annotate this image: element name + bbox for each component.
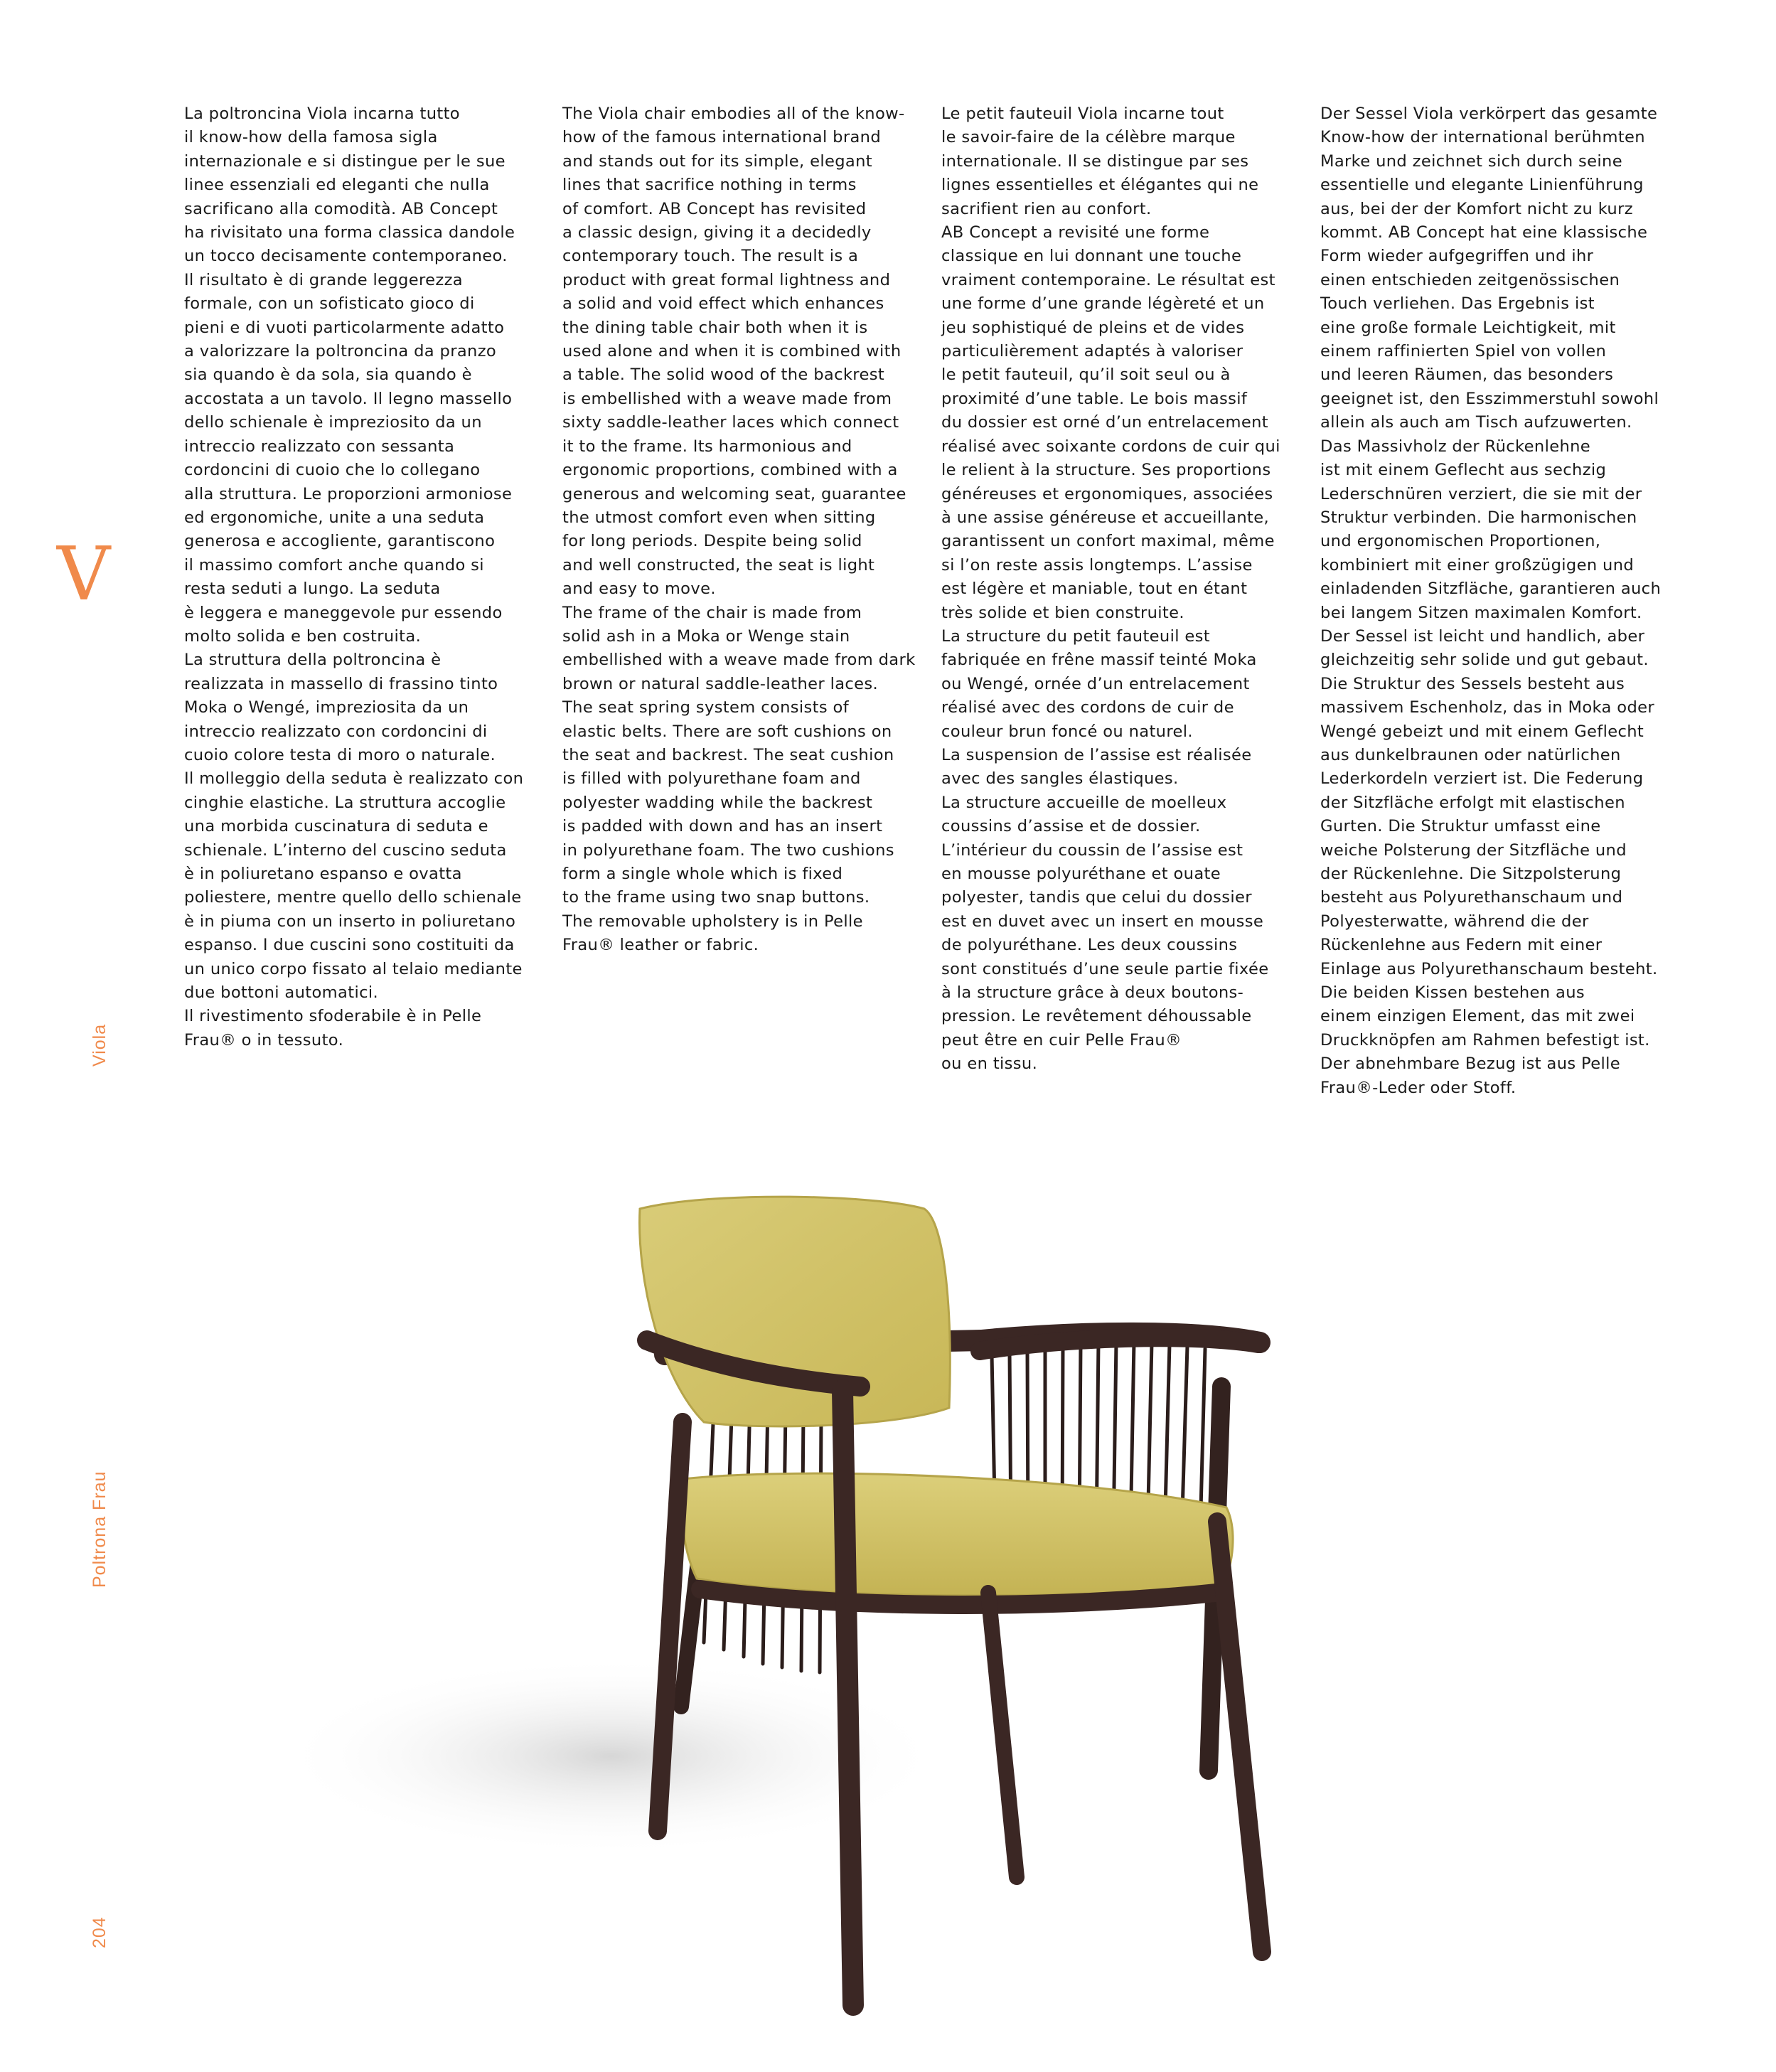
- text-line: le relient à la structure. Ses proportions: [941, 461, 1271, 480]
- drop-initial: V: [57, 530, 111, 617]
- text-line: cordoncini di cuoio che lo collegano: [184, 461, 481, 480]
- text-line: und ergonomischen Proportionen,: [1320, 532, 1601, 551]
- text-line: ou en tissu.: [941, 1054, 1038, 1074]
- text-line: un tocco decisamente contemporaneo.: [184, 247, 508, 266]
- front-left-post: [842, 1390, 853, 2005]
- text-line: La poltroncina Viola incarna tutto: [184, 105, 460, 123]
- text-line: der Sitzfläche erfolgt mit elastischen: [1320, 793, 1625, 812]
- text-line: à la structure grâce à deux boutons-: [941, 983, 1244, 1003]
- text-line: kommt. AB Concept hat eine klassische: [1320, 223, 1648, 242]
- text-line: Gurten. Die Struktur umfasst eine: [1320, 817, 1601, 836]
- text-line: is filled with polyurethane foam and: [562, 769, 861, 789]
- text-line: una morbida cuscinatura di seduta e: [184, 817, 488, 836]
- text-line: polyester, tandis que celui du dossier: [941, 888, 1252, 907]
- text-line: généreuses et ergonomiques, associées: [941, 484, 1273, 503]
- text-line: sixty saddle-leather laces which connect: [562, 413, 899, 432]
- text-line: cinghie elastiche. La struttura accoglie: [184, 793, 506, 812]
- text-line: gleichzeitig sehr solide und gut gebaut.: [1320, 651, 1649, 670]
- text-line: der Rückenlehne. Die Sitzpolsterung: [1320, 865, 1622, 883]
- text-line: Le petit fauteuil Viola incarne tout: [941, 105, 1224, 123]
- chair-photo: [284, 1173, 1351, 2069]
- text-line: bei langem Sitzen maximalen Komfort.: [1320, 603, 1642, 622]
- text-line: jeu sophistiqué de pleins et de vides: [941, 318, 1245, 337]
- text-line: ed ergonomiche, unite a una seduta: [184, 508, 485, 527]
- text-line: Polyesterwatte, während die der: [1320, 912, 1589, 931]
- text-line: classique en lui donnant une touche: [941, 247, 1242, 266]
- text-line: L’intérieur du coussin de l’assise est: [941, 840, 1243, 860]
- text-line: the utmost comfort even when sitting: [562, 508, 876, 527]
- side-stretcher: [988, 1593, 1017, 1877]
- text-line: ergonomic proportions, combined with a: [562, 461, 898, 480]
- text-line: einem einzigen Element, das mit zwei: [1320, 1007, 1635, 1026]
- text-line: Il risultato è di grande leggerezza: [184, 270, 463, 289]
- text-line: Il molleggio della seduta è realizzato con: [184, 769, 524, 789]
- text-line: de polyuréthane. Les deux coussins: [941, 936, 1238, 955]
- text-line: è in piuma con un inserto in poliuretano: [184, 912, 516, 931]
- text-line: Struktur verbinden. Die harmonischen: [1320, 508, 1637, 527]
- text-line: lines that sacrifice nothing in terms: [562, 176, 857, 195]
- text-column-italian: [184, 102, 540, 1052]
- front-right-post: [1217, 1522, 1262, 1952]
- text-line: Das Massivholz der Rückenlehne: [1320, 437, 1591, 456]
- text-column-german: [1320, 102, 1676, 1100]
- text-line: einen entschieden zeitgenössischen: [1320, 270, 1620, 289]
- text-line: schienale. L’interno del cuscino seduta: [184, 840, 507, 860]
- text-line: the seat and backrest. The seat cushion: [562, 745, 894, 764]
- text-line: weiche Polsterung der Sitzfläche und: [1320, 840, 1627, 860]
- text-line: La structure accueille de moelleux: [941, 793, 1227, 812]
- text-line: aus, bei der der Komfort nicht zu kurz: [1320, 199, 1633, 218]
- text-line: due bottoni automatici.: [184, 983, 378, 1003]
- text-line: einladenden Sitzfläche, garantieren auch: [1320, 580, 1662, 599]
- text-line: and easy to move.: [562, 580, 716, 599]
- text-line: is padded with down and has an insert: [562, 817, 883, 836]
- text-line: un unico corpo fissato al telaio mediante: [184, 959, 523, 978]
- text-line: the dining table chair both when it is: [562, 318, 868, 337]
- text-line: du dossier est orné d’un entrelacement: [941, 413, 1268, 432]
- text-line: eine große formale Leichtigkeit, mit: [1320, 318, 1616, 337]
- text-line: espanso. I due cuscini sono costituiti da: [184, 936, 515, 955]
- text-line: si l’on reste assis longtemps. L’assise: [941, 555, 1253, 575]
- text-line: intreccio realizzato con cordoncini di: [184, 722, 488, 741]
- text-line: elastic belts. There are soft cushions on: [562, 722, 892, 741]
- text-line: polyester wadding while the backrest: [562, 793, 873, 812]
- text-line: product with great formal lightness and: [562, 270, 891, 289]
- text-line: Druckknöpfen am Rahmen befestigt ist.: [1320, 1030, 1650, 1050]
- text-line: avec des sangles élastiques.: [941, 769, 1179, 789]
- text-line: La suspension de l’assise est réalisée: [941, 745, 1252, 764]
- text-line: The removable upholstery is in Pelle: [562, 912, 863, 931]
- text-line: The frame of the chair is made from: [562, 603, 862, 622]
- text-line: fabriquée en frêne massif teinté Moka: [941, 651, 1257, 670]
- text-line: Moka o Wengé, impreziosita da un: [184, 698, 469, 717]
- text-line: contemporary touch. The result is a: [562, 247, 859, 266]
- text-line: The Viola chair embodies all of the know-: [562, 105, 905, 123]
- text-line: and stands out for its simple, elegant: [562, 151, 872, 171]
- text-line: poliestere, mentre quello dello schienale: [184, 888, 522, 907]
- text-line: geeignet ist, den Esszimmerstuhl sowohl: [1320, 389, 1659, 408]
- text-line: internazionale e si distingue per le sue: [184, 151, 505, 171]
- text-line: Rückenlehne aus Federn mit einer: [1320, 936, 1603, 955]
- text-line: une forme d’une grande légèreté et un: [941, 294, 1265, 314]
- text-column-english: [562, 102, 918, 958]
- text-line: The seat spring system consists of: [562, 698, 850, 717]
- text-line: coussins d’assise et de dossier.: [941, 817, 1201, 836]
- page-number: 204: [90, 1916, 109, 1948]
- text-line: brown or natural saddle-leather laces.: [562, 674, 879, 693]
- text-line: und leeren Räumen, das besonders: [1320, 365, 1614, 385]
- text-line: vraiment contemporaine. Le résultat est: [941, 270, 1275, 289]
- text-line: accostata a un tavolo. Il legno massello: [184, 389, 513, 408]
- text-line: Touch verliehen. Das Ergebnis ist: [1320, 294, 1595, 314]
- text-line: is embellished with a weave made from: [562, 389, 892, 408]
- text-line: pieni e di vuoti particolarmente adatto: [184, 318, 505, 337]
- text-line: en mousse polyuréthane et ouate: [941, 865, 1221, 883]
- text-line: ou Wengé, ornée d’un entrelacement: [941, 674, 1250, 693]
- text-line: Marke und zeichnet sich durch seine: [1320, 151, 1622, 171]
- text-line: è leggera e maneggevole pur essendo: [184, 603, 503, 622]
- text-line: le savoir-faire de la célèbre marque: [941, 128, 1236, 147]
- text-line: lignes essentielles et élégantes qui ne: [941, 176, 1259, 195]
- text-line: réalisé avec des cordons de cuir de: [941, 698, 1234, 717]
- text-line: Form wieder aufgegriffen und ihr: [1320, 247, 1594, 266]
- text-line: peut être en cuir Pelle Frau®: [941, 1030, 1182, 1050]
- text-line: dello schienale è impreziosito da un: [184, 413, 482, 432]
- text-line: to the frame using two snap buttons.: [562, 888, 870, 907]
- text-line: internationale. Il se distingue par ses: [941, 151, 1249, 171]
- text-line: a valorizzare la poltroncina da pranzo: [184, 342, 497, 361]
- text-line: Lederschnüren verziert, die sie mit der: [1320, 484, 1642, 503]
- text-line: kombiniert mit einer großzügigen und: [1320, 555, 1635, 575]
- text-line: ha rivisitato una forma classica dandole: [184, 223, 515, 242]
- text-line: Lederkordeln verziert ist. Die Federung: [1320, 769, 1644, 789]
- text-line: à une assise généreuse et accueillante,: [941, 508, 1270, 527]
- right-armrest: [980, 1337, 1258, 1351]
- text-line: for long periods. Despite being solid: [562, 532, 862, 551]
- text-line: molto solida e ben costruita.: [184, 626, 422, 646]
- text-line: Der Sessel Viola verkörpert das gesamte: [1320, 105, 1658, 123]
- text-line: La struttura della poltroncina è: [184, 651, 442, 670]
- text-line: il massimo comfort anche quando si: [184, 555, 484, 575]
- text-line: intreccio realizzato con sessanta: [184, 437, 455, 456]
- brand-label: Poltrona Frau: [90, 1470, 109, 1588]
- product-name-label: Viola: [90, 1023, 109, 1067]
- text-line: Wengé gebeizt und mit einem Geflecht: [1320, 722, 1644, 741]
- text-line: proximité d’une table. Le bois massif: [941, 389, 1248, 408]
- text-line: essentielle und elegante Linienführung: [1320, 176, 1644, 195]
- text-line: besteht aus Polyurethanschaum und: [1320, 888, 1623, 907]
- text-line: réalisé avec soixante cordons de cuir qui: [941, 437, 1280, 456]
- text-line: it to the frame. Its harmonious and: [562, 437, 852, 456]
- text-line: est en duvet avec un insert en mousse: [941, 912, 1264, 931]
- text-line: Know-how der international berühmten: [1320, 128, 1645, 147]
- text-line: Der Sessel ist leicht und handlich, aber: [1320, 626, 1645, 646]
- text-line: è in poliuretano espanso e ovatta: [184, 865, 462, 883]
- text-line: Einlage aus Polyurethanschaum besteht.: [1320, 959, 1658, 978]
- text-line: il know-how della famosa sigla: [184, 128, 438, 147]
- text-line: Frau® leather or fabric.: [562, 936, 759, 955]
- text-line: of comfort. AB Concept has revisited: [562, 199, 867, 218]
- text-line: generosa e accogliente, garantiscono: [184, 532, 496, 551]
- text-line: a table. The solid wood of the backrest: [562, 365, 885, 385]
- text-line: resta seduti a lungo. La seduta: [184, 580, 441, 599]
- text-line: allein als auch am Tisch aufzuwerten.: [1320, 413, 1632, 432]
- back-cushion: [640, 1197, 951, 1426]
- text-line: how of the famous international brand: [562, 128, 882, 147]
- text-line: formale, con un sofisticato gioco di: [184, 294, 475, 314]
- text-line: particulièrement adaptés à valoriser: [941, 342, 1243, 361]
- text-line: sacrificano alla comodità. AB Concept: [184, 199, 498, 218]
- text-line: aus dunkelbraunen oder natürlichen: [1320, 745, 1621, 764]
- text-line: form a single whole which is fixed: [562, 865, 843, 883]
- text-line: La structure du petit fauteuil est: [941, 626, 1210, 646]
- text-line: couleur brun foncé ou naturel.: [941, 722, 1193, 741]
- text-line: einem raffinierten Spiel von vollen: [1320, 342, 1607, 361]
- text-line: Der abnehmbare Bezug ist aus Pelle: [1320, 1054, 1620, 1074]
- text-line: massivem Eschenholz, das in Moka oder: [1320, 698, 1655, 717]
- text-line: pression. Le revêtement déhoussable: [941, 1007, 1252, 1026]
- text-line: a solid and void effect which enhances: [562, 294, 884, 314]
- text-line: linee essenziali ed eleganti che nulla: [184, 176, 490, 195]
- text-column-french: [941, 102, 1297, 1077]
- text-line: est légère et maniable, tout en étant: [941, 580, 1248, 599]
- text-line: in polyurethane foam. The two cushions: [562, 840, 894, 860]
- text-line: Die beiden Kissen bestehen aus: [1320, 983, 1585, 1003]
- text-line: and well constructed, the seat is light: [562, 555, 875, 575]
- text-line: garantissent un confort maximal, même: [941, 532, 1275, 551]
- text-line: a classic design, giving it a decidedly: [562, 223, 872, 242]
- text-line: sont constitués d’une seule partie fixée: [941, 959, 1269, 978]
- text-line: ist mit einem Geflecht aus sechzig: [1320, 461, 1607, 480]
- text-line: Frau®-Leder oder Stoff.: [1320, 1078, 1516, 1097]
- text-line: sia quando è da sola, sia quando è: [184, 365, 472, 385]
- text-line: generous and welcoming seat, guarantee: [562, 484, 906, 503]
- text-line: used alone and when it is combined with: [562, 342, 902, 361]
- text-line: alla struttura. Le proporzioni armoniose: [184, 484, 513, 503]
- text-line: realizzata in massello di frassino tinto: [184, 674, 498, 693]
- text-line: le petit fauteuil, qu’il soit seul ou à: [941, 365, 1231, 385]
- text-line: Il rivestimento sfoderabile è in Pelle: [184, 1007, 482, 1026]
- text-line: très solide et bien construite.: [941, 603, 1184, 622]
- text-line: Frau® o in tessuto.: [184, 1030, 344, 1050]
- text-line: Die Struktur des Sessels besteht aus: [1320, 674, 1625, 693]
- text-line: AB Concept a revisité une forme: [941, 223, 1210, 242]
- text-line: embellished with a weave made from dark: [562, 651, 916, 670]
- text-line: cuoio colore testa di moro o naturale.: [184, 745, 496, 764]
- text-line: solid ash in a Moka or Wenge stain: [562, 626, 850, 646]
- text-line: sacrifient rien au confort.: [941, 199, 1152, 218]
